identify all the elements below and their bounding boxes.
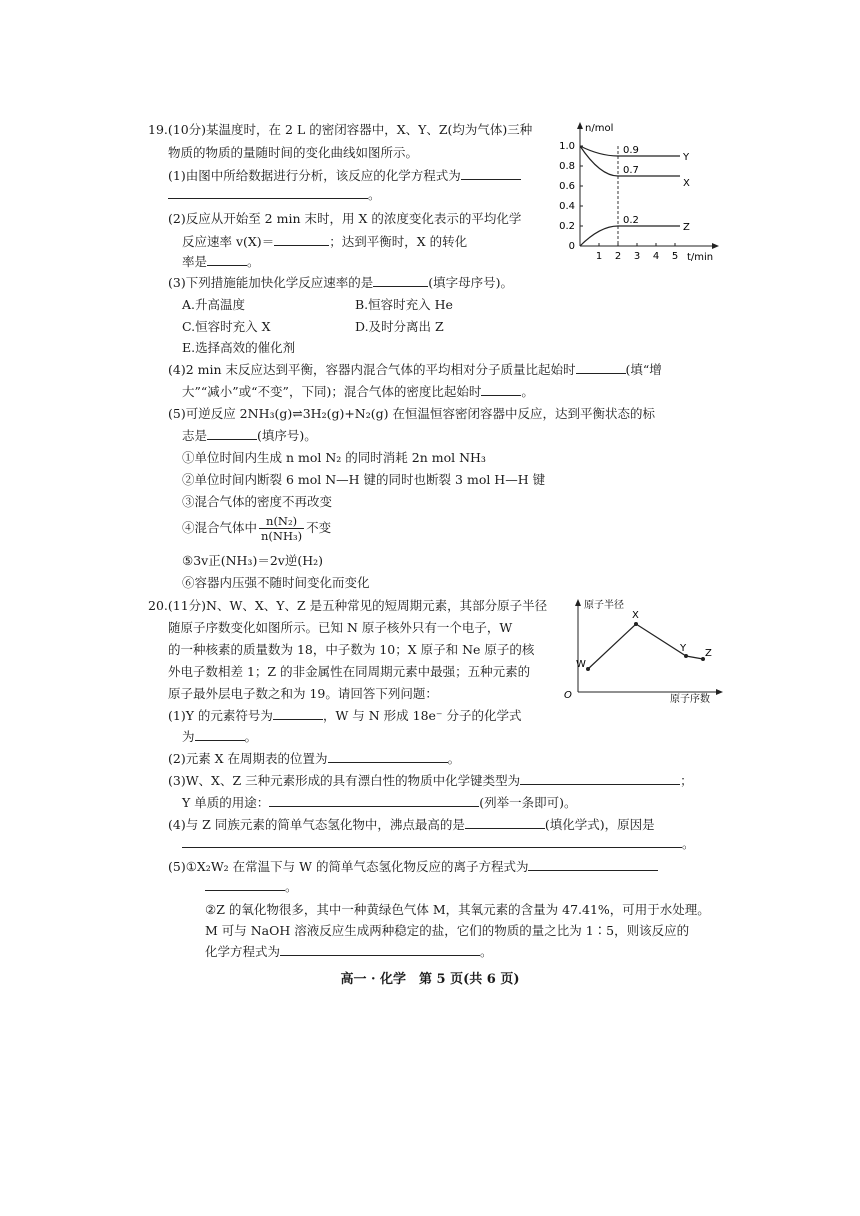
q20-part3-line2: Y 单质的用途： (列举一条即可)。: [182, 795, 577, 810]
q20-intro-line4: 外电子数相差 1；Z 的非金属性在同周期元素中最强；五种元素的: [168, 664, 531, 679]
point-y-label: Y: [680, 643, 687, 654]
x-tick-label: 5: [671, 251, 679, 262]
q20-part5-line1: (5)①X₂W₂ 在常温下与 W 的简单气态氢化物反应的离子方程式为: [168, 858, 658, 876]
answer-blank[interactable]: [520, 772, 680, 785]
q20-part6-line3: 化学方程式为 。: [205, 944, 493, 959]
answer-blank[interactable]: [195, 728, 245, 741]
q19-statement-6: ⑥容器内压强不随时间变化而变化: [182, 575, 370, 590]
q19-part1-cont: 。: [168, 186, 381, 204]
answer-blank[interactable]: [576, 361, 626, 374]
point-w: [586, 667, 590, 671]
q20-atomic-radius-graph: [558, 594, 728, 704]
x-tick-label: 3: [633, 251, 641, 262]
series-y-label: Y: [683, 152, 690, 163]
answer-blank[interactable]: [207, 253, 247, 266]
answer-blank[interactable]: [465, 816, 545, 829]
answer-blank[interactable]: [269, 794, 479, 807]
q19-intro-line2: 物质的物质的量随时间的变化曲线如图所示。: [168, 145, 419, 160]
y-tick-label: 1.0: [559, 141, 575, 152]
answer-blank[interactable]: [528, 858, 658, 871]
q19-statement-4: ④混合气体中 $\frac{\text{n(N₂)}}{\text{n(NH₃)}}$ 不变: [182, 514, 332, 543]
y-axis-label: 原子半径: [584, 600, 624, 611]
q20-part5-line2: 。: [205, 878, 298, 896]
series-z-label: Z: [683, 222, 690, 233]
q20-part4-line2: 。: [182, 835, 695, 853]
q19-option-d: D.及时分离出 Z: [355, 319, 444, 334]
x-axis-label: 原子序数: [670, 694, 710, 704]
series-x-label: X: [683, 178, 690, 189]
series-y-value-label: 0.9: [623, 145, 639, 156]
y-axis-label: n/mol: [585, 123, 614, 134]
y-tick-label: 0.2: [559, 221, 575, 232]
answer-blank[interactable]: [205, 878, 285, 891]
q19-part4-line1: (4)2 min 末反应达到平衡，容器内混合气体的平均相对分子质量比起始时 (填“增: [168, 362, 662, 377]
answer-blank[interactable]: [168, 186, 368, 199]
q19-option-b: B.恒容时充入 He: [355, 297, 453, 312]
point-x-label: X: [632, 610, 639, 621]
q19-part4-line2: 大”“减小”或“不变”，下同)；混合气体的密度比起始时 。: [182, 384, 534, 399]
point-x: [634, 622, 638, 626]
q20-part2: (2)元素 X 在周期表的位置为 。: [168, 751, 461, 766]
y-tick-label: 0: [568, 241, 575, 252]
answer-blank[interactable]: [273, 707, 323, 720]
answer-blank[interactable]: [373, 274, 428, 287]
q20-intro-line2: 随原子序数变化如图所示。已知 N 原子核外只有一个电子，W: [168, 620, 513, 635]
answer-blank[interactable]: [481, 383, 521, 396]
q19-option-c: C.恒容时充入 X: [182, 319, 271, 334]
answer-blank[interactable]: [328, 750, 448, 763]
q19-intro-line1: 19.(10分)某温度时，在 2 L 的密闭容器中，X、Y、Z(均为气体)三种: [148, 122, 533, 137]
answer-blank[interactable]: [274, 233, 329, 246]
x-tick-label: 1: [595, 251, 603, 262]
q20-part6-line1: ②Z 的氧化物很多，其中一种黄绿色气体 M，其氧元素的含量为 47.41%，可用于水处理。: [205, 902, 710, 917]
q20-part1-line2: 为 。: [182, 729, 258, 744]
q20-intro-line5: 原子最外层电子数之和为 19。请回答下列问题：: [168, 686, 438, 701]
q20-part4-line1: (4)与 Z 同族元素的简单气态氢化物中，沸点最高的是 (填化学式)，原因是: [168, 817, 655, 832]
q19-part5-line2: 志是 (填序号)。: [182, 428, 317, 443]
q19-statement-1: ①单位时间内生成 n mol N₂ 的同时消耗 2n mol NH₃: [182, 450, 486, 465]
q19-part2-line3: 率是 。: [182, 254, 260, 269]
y-tick-label: 0.8: [559, 161, 575, 172]
origin-label: O: [564, 690, 572, 701]
point-y: [684, 654, 688, 658]
q19-statement-2: ②单位时间内断裂 6 mol N—H 键的同时也断裂 3 mol H—H 键: [182, 472, 546, 487]
page-footer: 高一 · 化学 第 5 页(共 6 页): [340, 972, 520, 987]
q20-part6-line2: M 可与 NaOH 溶液反应生成两种稳定的盐，它们的物质的量之比为 1∶5，则该反应的: [205, 923, 690, 938]
q20-intro-line3: 的一种核素的质量数为 18，中子数为 10；X 原子和 Ne 原子的核: [168, 642, 535, 657]
y-tick-label: 0.6: [559, 181, 575, 192]
x-axis-label: t/min: [687, 252, 714, 263]
answer-blank[interactable]: [182, 835, 682, 848]
q19-part5-line1: (5)可逆反应 2NH₃(g)⇌3H₂(g)+N₂(g) 在恒温恒容密闭容器中反应，达到平衡状态的标: [168, 406, 655, 421]
series-z-curve: [580, 226, 680, 246]
series-z-value-label: 0.2: [623, 215, 639, 226]
mole-ratio-fraction: $\frac{\text{n(N₂)}}{\text{n(NH₃)}}$: [261, 514, 303, 543]
q20-part3-line1: (3)W、X、Z 三种元素形成的具有漂白性的物质中化学键类型为 ；: [168, 773, 693, 788]
q20-intro-line1: 20.(11分)N、W、X、Y、Z 是五种常见的短周期元素，其部分原子半径: [148, 598, 548, 613]
x-axis-arrow: [716, 689, 723, 695]
q20-part1-line1: (1)Y 的元素符号为 ，W 与 N 形成 18e⁻ 分子的化学式: [168, 708, 522, 723]
q19-part2-line1: (2)反应从开始至 2 min 末时，用 X 的浓度变化表示的平均化学: [168, 211, 522, 226]
y-axis-arrow: [577, 122, 583, 129]
q19-part1: (1)由图中所给数据进行分析，该反应的化学方程式为: [168, 167, 521, 185]
q19-option-a: A.升高温度: [182, 297, 246, 312]
q19-part3: (3)下列措施能加快化学反应速率的是 (填字母序号)。: [168, 275, 513, 290]
answer-blank[interactable]: [461, 167, 521, 180]
q19-option-e: E.选择高效的催化剂: [182, 340, 296, 355]
y-axis-arrow: [575, 599, 581, 606]
x-tick-label: 2: [614, 251, 622, 262]
x-tick-label: 4: [652, 251, 660, 262]
q19-part2-line2: 反应速率 v(X)＝ ；达到平衡时，X 的转化: [182, 234, 468, 249]
point-z-label: Z: [705, 648, 712, 659]
q19-statement-3: ③混合气体的密度不再改变: [182, 494, 333, 509]
point-w-label: W: [576, 659, 586, 670]
answer-blank[interactable]: [207, 427, 257, 440]
series-x-value-label: 0.7: [623, 165, 639, 176]
x-axis-arrow: [712, 243, 719, 249]
q19-amount-time-graph: [555, 116, 725, 266]
q19-statement-5: ⑤3v正(NH₃)＝2v逆(H₂): [182, 553, 324, 568]
answer-blank[interactable]: [280, 943, 480, 956]
y-tick-label: 0.4: [559, 201, 575, 212]
